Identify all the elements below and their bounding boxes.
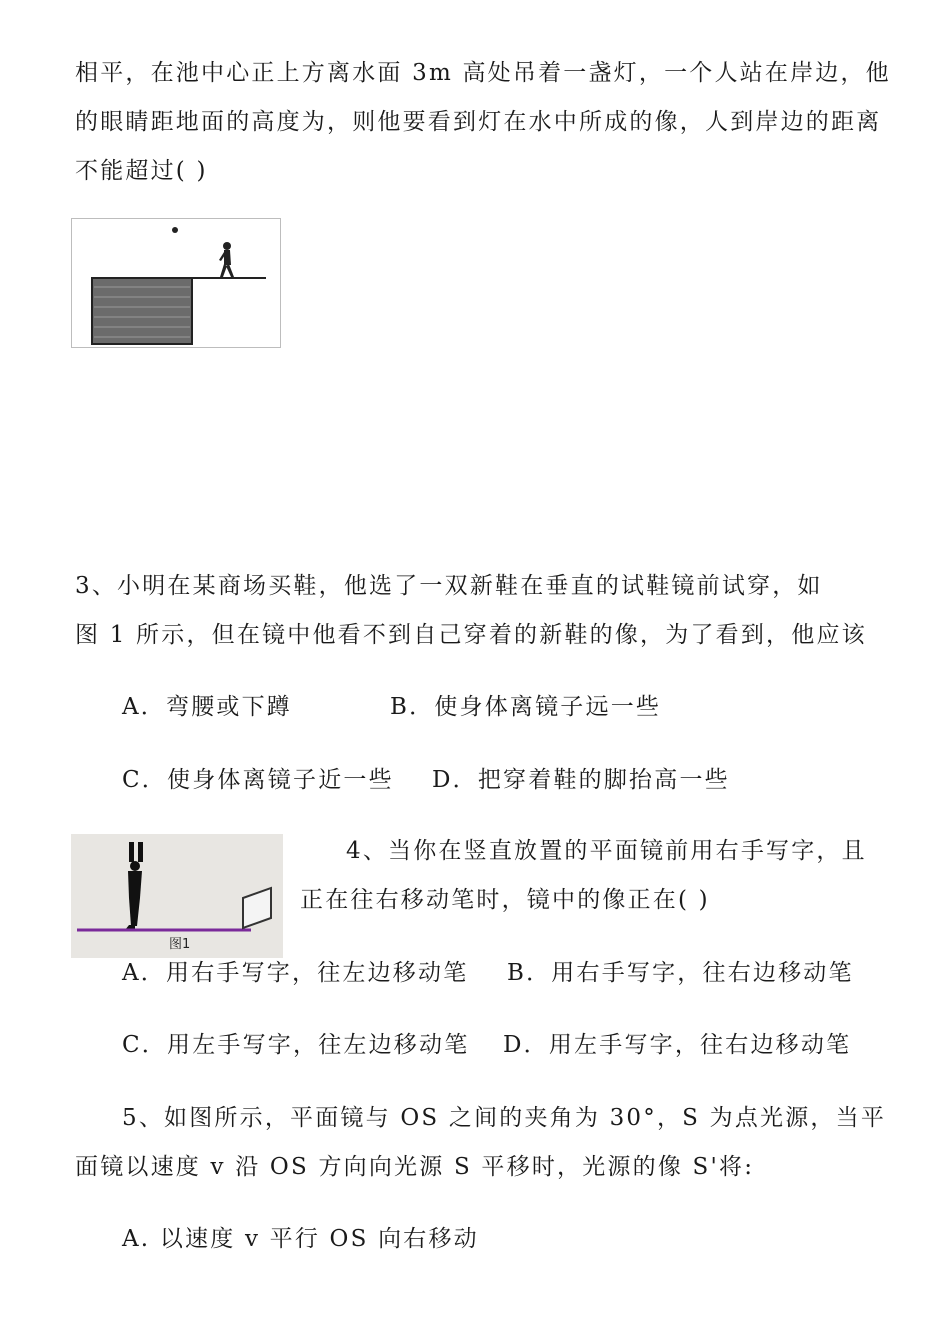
mirror-icon: [243, 888, 271, 928]
q3-option-d: D．把穿着鞋的脚抬高一些: [432, 767, 730, 793]
q3-option-b: B．使身体离镜子远一些: [390, 694, 662, 720]
q3-text-line-2: 图 1 所示，但在镜中他看不到自己穿着的新鞋的像，为了看到，他应该: [75, 622, 867, 648]
q4-option-b: B．用右手写字，往右边移动笔: [507, 960, 854, 986]
pool-lamp-figure: [71, 218, 281, 348]
q2-text-line-3: 不能超过( ): [75, 158, 208, 184]
q5-text-line-1: 5、如图所示，平面镜与 OS 之间的夹角为 30°，S 为点光源，当平: [122, 1105, 887, 1131]
q4-option-d: D．用左手写字，往右边移动笔: [503, 1032, 852, 1058]
q4-text-line-2: 正在往右移动笔时，镜中的像正在( ): [300, 887, 710, 913]
shoe-mirror-figure: [71, 834, 283, 958]
lamp-icon: [172, 227, 178, 233]
q3-option-a: A．弯腰或下蹲: [122, 694, 293, 720]
pool-water: [92, 278, 192, 344]
q5-text-line-2: 面镜以速度 v 沿 OS 方向向光源 S 平移时，光源的像 S'将:: [75, 1154, 755, 1180]
standing-person-icon: [125, 842, 143, 930]
q5-option-a: A. 以速度 v 平行 OS 向右移动: [122, 1226, 479, 1252]
q4-text-line-1: 4、当你在竖直放置的平面镜前用右手写字，且: [346, 838, 867, 864]
q3-text-line-1: 3、小明在某商场买鞋，他选了一双新鞋在垂直的试鞋镜前试穿，如: [75, 573, 823, 599]
q2-text-line-2: 的眼睛距地面的高度为，则他要看到灯在水中所成的像，人到岸边的距离: [75, 109, 882, 135]
q2-text-line-1: 相平，在池中心正上方离水面 3m 高处吊着一盏灯，一个人站在岸边，他: [75, 60, 891, 86]
figure-1-caption: 图1: [169, 937, 191, 952]
person-icon: [219, 242, 234, 277]
q3-option-c: C．使身体离镜子近一些: [122, 767, 394, 793]
q4-option-c: C．用左手写字，往左边移动笔: [122, 1032, 470, 1058]
q4-option-a: A．用右手写字，往左边移动笔: [122, 960, 469, 986]
